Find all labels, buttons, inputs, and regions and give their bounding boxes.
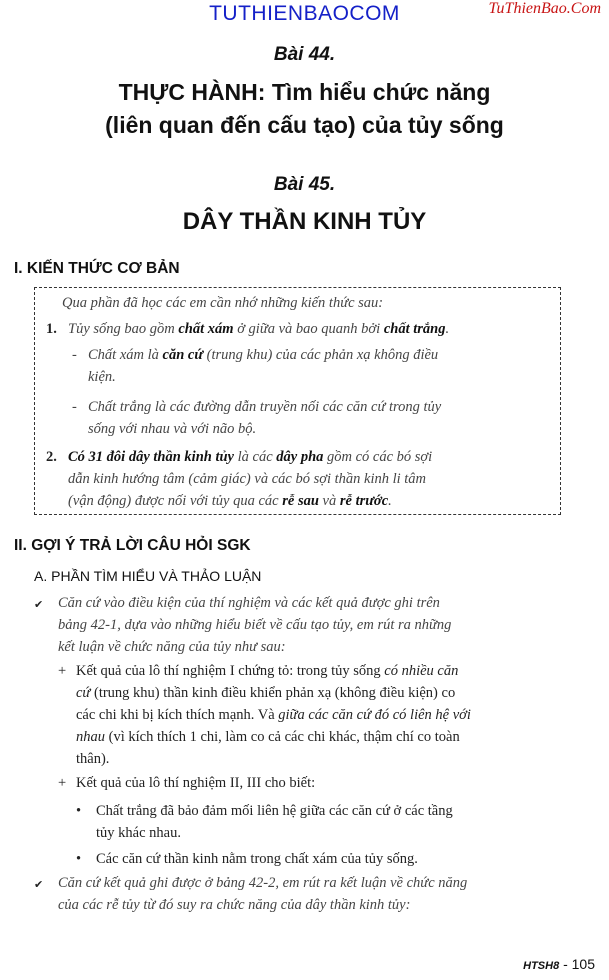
item-1-sub-1-cont: kiện. bbox=[88, 369, 116, 385]
lesson-45-number: Bài 45. bbox=[273, 174, 336, 195]
result-1-line-4: nhau (vì kích thích 1 chi, làm co cả các chi khác, thậm chí co toàn bbox=[76, 729, 460, 745]
lesson-44-title-line2: (liên quan đến cấu tạo) của tủy sống bbox=[105, 112, 504, 138]
box-intro: Qua phần đã học các em cần nhớ những kiến thức sau: bbox=[62, 295, 384, 311]
lesson-45-title: DÂY THẦN KINH TỦY bbox=[182, 208, 427, 235]
check-arrow-2-icon: ✔ bbox=[34, 879, 44, 891]
para-1-line-3: kết luận về chức năng của tủy như sau: bbox=[58, 639, 286, 655]
bullet-1-line-1: Chất trắng đã bảo đảm mối liên hệ giữa các căn cứ ở các tầng bbox=[96, 803, 453, 819]
item-2-number: 2. bbox=[46, 449, 57, 465]
bullet-1-line-2: tủy khác nhau. bbox=[96, 825, 181, 841]
item-2-line-2: dẫn kinh hướng tâm (cảm giác) và các bó sợi thần kinh li tâm bbox=[68, 471, 427, 487]
sub-heading-a: A. PHẦN TÌM HIỂU VÀ THẢO LUẬN bbox=[34, 568, 262, 584]
dot-bullet-2: • bbox=[76, 851, 82, 867]
para-1-line-1: Căn cứ vào điều kiện của thí nghiệm và các kết quả được ghi trên bbox=[58, 595, 440, 611]
item-1-dash-1: - bbox=[72, 347, 77, 363]
result-1-line-5: thân). bbox=[76, 751, 110, 767]
check-arrow-1-icon: ✔ bbox=[34, 599, 44, 611]
item-1-sub-2-cont: sống với nhau và với não bộ. bbox=[88, 421, 257, 437]
para-1-line-2: bảng 42-1, dựa vào những hiểu biết về cấu tạo tủy, em rút ra những bbox=[58, 617, 452, 633]
item-2-text: Có 31 đôi dây thần kinh tủy là các dây pha gồm có các bó sợi bbox=[68, 449, 433, 465]
result-1-line-1: Kết quả của lô thí nghiệm I chứng tỏ: trong tủy sống có nhiều căn bbox=[76, 663, 459, 679]
section-1-heading: I. KIẾN THỨC CƠ BẢN bbox=[14, 260, 180, 277]
plus-bullet-1: + bbox=[58, 663, 67, 679]
lesson-44-number: Bài 44. bbox=[273, 44, 336, 65]
item-2-line-3: (vận động) được nối với tủy qua các rễ sau và rễ trước. bbox=[68, 493, 392, 509]
section-2-heading: II. GỢI Ý TRẢ LỜI CÂU HỎI SGK bbox=[14, 537, 251, 554]
item-1-sub-2: Chất trắng là các đường dẫn truyền nối các căn cứ trong tủy bbox=[88, 399, 442, 415]
result-1-line-3: các chi khi bị kích thích mạnh. Và giữa các căn cứ đó có liên hệ với bbox=[76, 707, 471, 723]
dot-bullet-1: • bbox=[76, 803, 82, 819]
site-title: TUTHIENBAOCOM bbox=[209, 2, 400, 25]
item-1-sub-1: Chất xám là căn cứ (trung khu) của các phản xạ không điều bbox=[88, 347, 439, 363]
bullet-2: Các căn cứ thần kinh nằm trong chất xám của tủy sống. bbox=[96, 851, 418, 867]
result-2: Kết quả của lô thí nghiệm II, III cho biết: bbox=[76, 775, 316, 791]
page-footer: HTSH8 - 105 bbox=[523, 956, 595, 972]
item-1-text: Tủy sống bao gồm chất xám ở giữa và bao quanh bởi chất trắng. bbox=[68, 321, 450, 337]
para-2-line-1: Căn cứ kết quả ghi được ở bảng 42-2, em rút ra kết luận về chức năng bbox=[58, 875, 468, 891]
para-2-line-2: của các rễ tủy từ đó suy ra chức năng của dây thần kinh tủy: bbox=[58, 897, 411, 913]
item-1-number: 1. bbox=[46, 321, 57, 337]
lesson-44-title-line1: THỰC HÀNH: Tìm hiểu chức năng bbox=[118, 79, 491, 105]
result-1-line-2: cứ (trung khu) thần kinh điều khiển phản xạ (không điều kiện) co bbox=[76, 685, 456, 701]
site-logo: TuThienBao.Com bbox=[488, 0, 601, 17]
item-1-dash-2: - bbox=[72, 399, 77, 415]
plus-bullet-2: + bbox=[58, 775, 67, 791]
